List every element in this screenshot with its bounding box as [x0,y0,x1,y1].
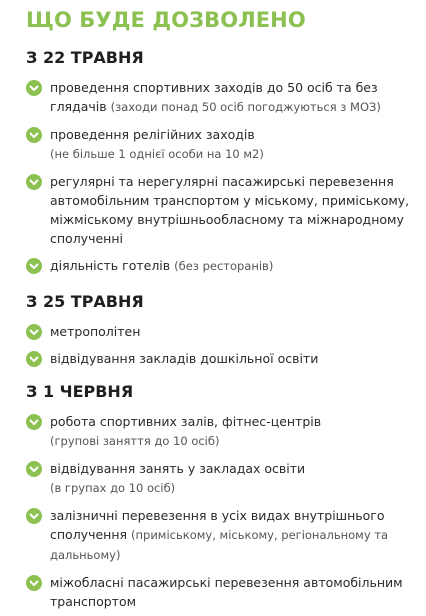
check-circle-icon [26,461,42,477]
check-circle-icon [26,351,42,367]
check-circle-icon [26,127,42,143]
item-list [26,78,418,276]
check-circle-icon [26,575,42,591]
section-may-22 [26,48,418,276]
item-text: проведення релігійних заходів [50,127,255,142]
item-list [26,412,418,611]
item-note: (групові заняття до 10 осіб) [50,434,220,448]
item-note: (без ресторанів) [174,259,274,273]
item-text: регулярні та нерегулярні пасажирські перевезення автомобільним транспортом у міському, приміському, міжміському внутрішньообласному та міжнародному сполученні [50,174,410,246]
item-text: метрополітен [50,324,141,339]
check-circle-icon [26,414,42,430]
item-note: (приміському, міському, регіональному та дальньому) [50,528,389,562]
page-title: ЩО БУДЕ ДОЗВОЛЕНО [26,8,306,32]
item-note: (заходи понад 50 осіб погоджуються з МОЗ) [110,100,381,114]
section-heading: З 1 ЧЕРВНЯ [26,382,134,401]
item-text: відвідування закладів дошкільної освіти [50,351,319,366]
check-circle-icon [26,324,42,340]
list-item [26,125,418,164]
check-circle-icon [26,80,42,96]
item-text: проведення спортивних заходів до 50 осіб та без глядачів [50,80,378,114]
list-item [26,78,418,117]
check-circle-icon [26,258,42,274]
list-item [26,412,418,451]
item-text: робота спортивних залів, фітнес-центрів [50,414,322,429]
list-item [26,322,418,341]
check-circle-icon [26,174,42,190]
section-heading: З 25 ТРАВНЯ [26,292,144,311]
section-heading: З 22 ТРАВНЯ [26,48,144,67]
list-item [26,256,418,276]
item-note: (не більше 1 однієї особи на 10 м2) [50,147,264,161]
item-text: міжобласні пасажирські перевезення автомобільним транспортом [50,575,403,609]
list-item [26,172,418,248]
list-item [26,349,418,368]
item-list [26,322,418,368]
item-text: залізничні перевезення в усіх видах внутрішнього сполучення [50,508,385,542]
list-item [26,506,418,565]
list-item [26,573,418,611]
item-text: відвідування занять у закладах освіти [50,461,306,476]
section-june-1 [26,382,418,611]
check-circle-icon [26,508,42,524]
item-text: діяльність готелів [50,258,171,273]
item-note: (в групах до 10 осіб) [50,481,176,495]
list-item [26,459,418,498]
section-may-25 [26,292,418,368]
